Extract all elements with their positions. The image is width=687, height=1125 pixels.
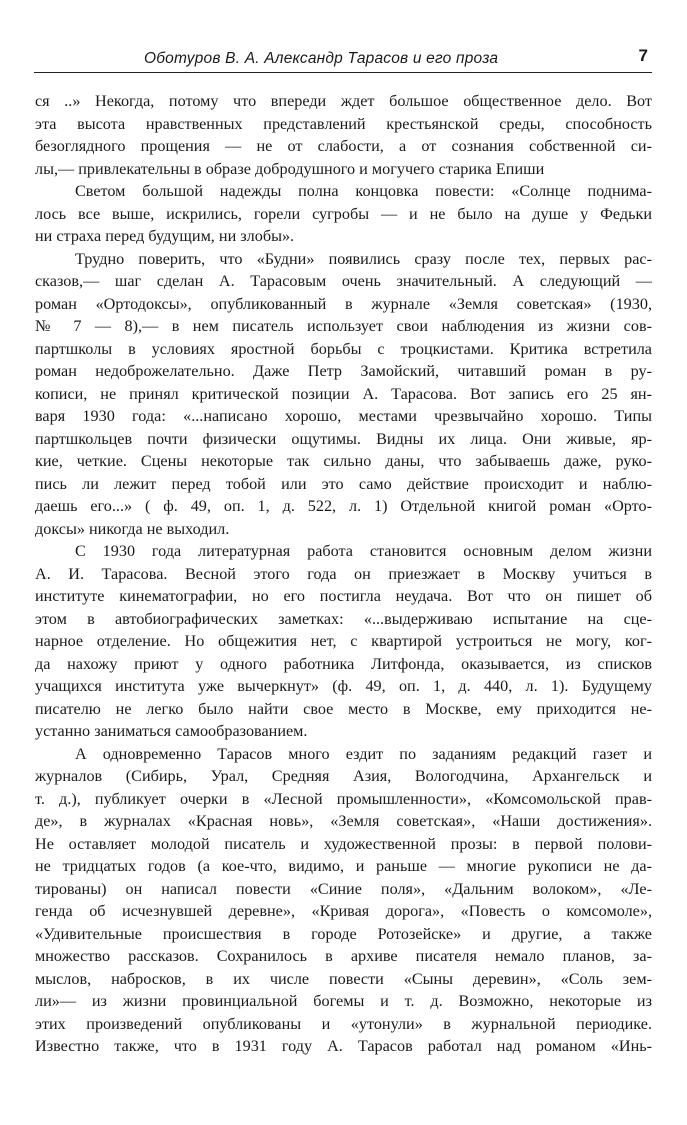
text-line: лы,— привлекательны в образе добродушного и могучего старика Епиши <box>35 159 545 178</box>
text-line: Светом большой надежды полна концовка повести: «Солнце поднима- <box>75 182 652 200</box>
body-text <box>35 90 652 1058</box>
text-line: учащихся института уже вычеркнут» (ф. 49, оп. 1, д. 440, л. 1). Будущему <box>35 677 652 695</box>
text-line: С 1930 года литературная работа становится основным делом жизни <box>75 542 652 560</box>
text-line: ни страха перед будущим, ни злобы». <box>35 227 295 245</box>
text-line: нарное отделение. Но общежития нет, с квартирой устроиться не могу, ког- <box>35 632 652 650</box>
text-line: да нахожу приют у одного работника Литфонда, оказывается, из списков <box>35 654 652 673</box>
text-line: ли»— из жизни провинциальной богемы и т. д. Возможно, некоторые из <box>35 992 652 1010</box>
text-line: институте кинематографии, но его постигла неудача. Вот что он пишет об <box>35 587 652 605</box>
running-head <box>34 46 652 73</box>
text-line: писателю не легко было найти свое место в Москве, ему приходится не- <box>35 699 652 718</box>
text-line: «Удивительные происшествия в городе Ротозейске» и другие, а также <box>35 924 652 943</box>
text-line: этом в автобиографических заметках: «...выдерживаю испытание на сце- <box>35 609 652 628</box>
text-line: безоглядного прощения — не от слабости, а от сознания собственной си- <box>35 137 652 155</box>
text-line: генда об исчезнувшей деревне», «Кривая дорога», «Повесть о комсомоле», <box>35 902 652 920</box>
text-line: даешь его...» ( ф. 49, оп. 1, д. 522, л. 1) Отдельной книгой роман «Орто- <box>35 497 652 515</box>
text-line: варя 1930 года: «...написано хорошо, местами чрезвычайно хорошо. Типы <box>35 407 652 425</box>
text-line: лось все выше, искрились, горели сугробы — и не было на душе у Федьки <box>35 204 652 223</box>
text-line: устанно заниматься самообразованием. <box>35 722 308 740</box>
text-line: журналов (Сибирь, Урал, Средняя Азия, Вологодчина, Архангельск и <box>35 767 652 785</box>
text-line: эта высота нравственных представлений крестьянской среды, способность <box>35 114 652 133</box>
text-line: партшколы в условиях яростной борьбы с троцкистами. Критика встретила <box>35 339 652 358</box>
text-line: множество рассказов. Сохранилось в архиве писателя немало планов, за- <box>35 947 652 965</box>
text-line: ся ..» Некогда, потому что впереди ждет большое общественное дело. Вот <box>35 92 652 110</box>
text-line: сказов,— шаг сделан А. Тарасовым очень значительный. А следующий — <box>35 272 652 290</box>
text-line: доксы» никогда не выходил. <box>35 519 230 538</box>
text-line: Известно также, что в 1931 году А. Тарасов работал над романом «Инь- <box>35 1037 652 1055</box>
text-line: партшкольцев почти физически ощутимы. Видны их лица. Они живые, яр- <box>35 429 652 448</box>
text-line: роман «Ортодоксы», опубликованный в журнале «Земля советская» (1930, <box>35 294 652 313</box>
text-line: № 7 — 8),— в нем писатель использует свои наблюдения из жизни сов- <box>35 317 652 335</box>
text-line: А. И. Тарасова. Весной этого года он приезжает в Москву учиться в <box>35 564 652 583</box>
text-line: Трудно поверить, что «Будни» появились сразу после тех, первых рас- <box>75 249 652 268</box>
text-line: т. д.), публикует очерки в «Лесной промышленности», «Комсомольской прав- <box>35 789 652 808</box>
text-line: кие, четкие. Сцены некоторые так сильно даны, что забываешь даже, руко- <box>35 452 652 470</box>
text-line: роман недоброжелательно. Даже Петр Замойский, читавший роман в ру- <box>35 362 652 380</box>
text-line: пись ли лежит перед тобой или это само действие происходит и наблю- <box>35 474 652 493</box>
running-title: Оботуров В. А. Александр Тарасов и его проза <box>144 50 499 67</box>
text-line: Не оставляет молодой писатель и художественной прозы: в первой полови- <box>35 834 652 853</box>
text-line: кописи, не принял критической позиции А. Тарасова. Вот запись его 25 ян- <box>35 384 652 403</box>
text-line: де», в журналах «Красная новь», «Земля советская», «Наши достижения». <box>35 812 652 830</box>
text-line: мыслов, набросков, в их числе повести «Сыны деревин», «Соль зем- <box>35 969 652 988</box>
text-line: этих произведений опубликованы и «утонули» в журнальной периодике. <box>35 1014 652 1033</box>
page-number: 7 <box>638 46 648 65</box>
text-line: тированы) он написал повести «Синие поля», «Дальним волоком», «Ле- <box>35 879 652 898</box>
text-line: А одновременно Тарасов много ездит по заданиям редакций газет и <box>75 744 652 763</box>
text-line: не тридцатых годов (а кое-что, видимо, и раньше — многие рукописи не да- <box>35 857 652 875</box>
